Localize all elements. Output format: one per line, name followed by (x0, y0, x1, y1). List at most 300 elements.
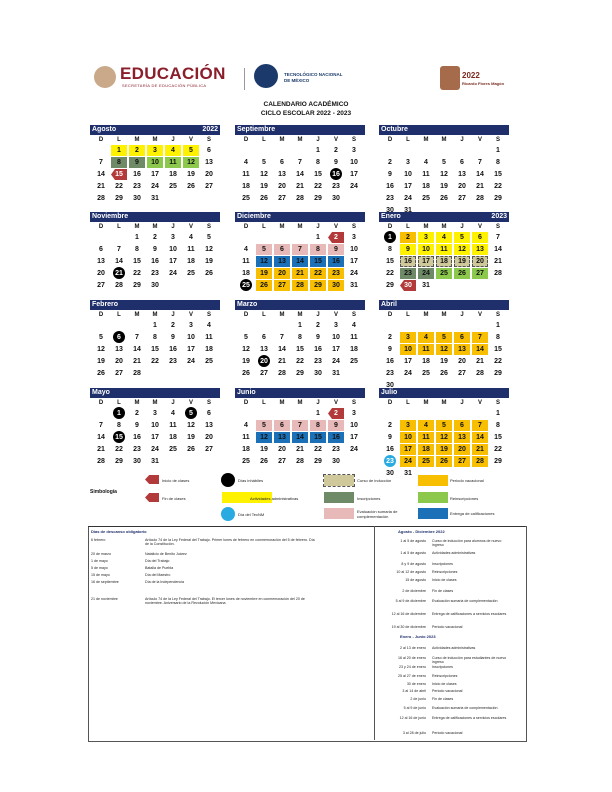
day-cell: 4 (352, 322, 356, 329)
day-cell: 27 (274, 280, 290, 291)
day-cell: 20 (274, 268, 290, 279)
day-cell: 29 (386, 282, 394, 289)
holiday-date: 1 de mayo (91, 559, 108, 563)
weekday-label: S (206, 400, 211, 406)
day-cell: 24 (350, 183, 358, 190)
month-header (90, 212, 220, 222)
tecnm-logo (254, 64, 344, 94)
day-cell: 6 (99, 246, 103, 253)
day-cell: 25 (422, 195, 430, 202)
edu-subtitle: SECRETARÍA DE EDUCACIÓN PÚBLICA (122, 83, 207, 88)
day-cell: 26 (454, 268, 470, 279)
day-cell: 22 (494, 446, 502, 453)
legend-evaluacion: Evaluación sumaria de complementación (357, 509, 398, 519)
weekday-label: M (152, 224, 158, 230)
month-diciembre (235, 212, 365, 289)
day-cell: 15 (111, 432, 127, 443)
day-cell: 3 (153, 410, 157, 417)
day-cell: 9 (388, 346, 392, 353)
weekday-label: M (297, 137, 303, 143)
day-cell: 21 (111, 268, 127, 279)
month-mayo (90, 388, 220, 465)
day-cell: 15 (151, 346, 159, 353)
day-cell: 16 (133, 171, 141, 178)
weekday-label: L (262, 312, 266, 318)
weekday-label: M (441, 312, 447, 318)
day-cell: 12 (183, 157, 199, 168)
day-cell: 12 (260, 171, 268, 178)
day-cell: 14 (292, 432, 308, 443)
legend-induccion: Curso de inducción (357, 478, 392, 483)
day-cell: 10 (404, 171, 412, 178)
day-cell: 4 (424, 159, 428, 166)
day-cell: 4 (244, 246, 248, 253)
weekday-label: J (460, 312, 464, 318)
day-cell: 19 (97, 358, 105, 365)
day-cell: 8 (496, 334, 500, 341)
event-date: 2 de diciembre (402, 589, 426, 593)
day-cell: 18 (187, 258, 195, 265)
weekday-label: M (134, 312, 140, 318)
weekday-label: V (477, 224, 482, 230)
day-cell: 14 (97, 171, 105, 178)
day-cell: 12 (256, 432, 272, 443)
day-cell: 26 (440, 195, 448, 202)
weekday-label: L (406, 312, 410, 318)
weekday-header (235, 135, 365, 145)
day-cell: 7 (99, 422, 103, 429)
day-cell: 8 (111, 157, 127, 168)
day-cell: 1 (153, 322, 157, 329)
day-cell: 11 (242, 171, 250, 178)
day-cell: 20 (115, 358, 123, 365)
day-cell: 15 (310, 256, 326, 267)
day-cell: 6 (460, 159, 464, 166)
event-date: 1 al 5 de agosto (400, 539, 426, 543)
day-cell: 29 (494, 458, 502, 465)
day-cell: 13 (454, 344, 470, 355)
day-cell: 16 (386, 446, 394, 453)
day-cell: 18 (205, 346, 213, 353)
day-cell: 11 (169, 422, 177, 429)
bicent-text: Ricardo Flores Magón (462, 81, 505, 86)
day-cell: 16 (400, 256, 416, 267)
month-header (90, 125, 220, 135)
day-cell: 22 (133, 270, 141, 277)
day-cell: 17 (187, 346, 195, 353)
month-header (235, 300, 365, 310)
day-cell: 6 (207, 410, 211, 417)
day-cell: 1 (496, 322, 500, 329)
day-cell: 9 (135, 422, 139, 429)
day-cell: 23 (314, 358, 322, 365)
day-cell: 5 (183, 145, 199, 156)
holiday-desc: Batalla de Puebla (145, 566, 174, 570)
day-cell: 14 (472, 432, 488, 443)
event-desc: Inscripciones (432, 665, 453, 669)
weekday-label: M (441, 137, 447, 143)
day-cell: 5 (436, 332, 452, 343)
day-cell: 24 (169, 270, 177, 277)
day-cell: 13 (115, 346, 123, 353)
day-cell: 20 (458, 358, 466, 365)
day-cell: 13 (205, 159, 213, 166)
day-cell: 7 (292, 244, 308, 255)
calendar-subtitle: CICLO ESCOLAR 2022 - 2023 (260, 110, 352, 117)
day-cell: 23 (133, 446, 141, 453)
month-name: Marzo (237, 301, 258, 308)
weekday-label: D (98, 400, 104, 406)
holiday-date: 5 de mayo (91, 566, 108, 570)
day-cell: 31 (151, 195, 159, 202)
weekday-label: S (351, 312, 356, 318)
day-cell: 4 (189, 234, 193, 241)
flores-magon-logo (440, 64, 512, 94)
day-cell: 10 (350, 159, 358, 166)
day-cell: 30 (332, 458, 340, 465)
weekday-label: L (262, 137, 266, 143)
month-name: Septiembre (237, 126, 276, 133)
day-cell: 24 (332, 358, 340, 365)
day-cell: 8 (135, 246, 139, 253)
weekday-label: M (134, 400, 140, 406)
day-cell: 17 (418, 256, 434, 267)
day-cell: 11 (165, 157, 181, 168)
legend-fin: Fin de clases (162, 496, 186, 501)
day-cell: 10 (400, 432, 416, 443)
day-cell: 20 (205, 434, 213, 441)
day-cell: 25 (169, 446, 177, 453)
day-cell: 24 (418, 268, 434, 279)
day-cell: 12 (242, 346, 250, 353)
day-cell: 21 (296, 183, 304, 190)
day-cell: 3 (418, 232, 434, 243)
holiday-desc: Día del Maestro (145, 573, 171, 577)
legend-vacacional: Periodo vacacional (450, 478, 484, 483)
day-cell: 25 (242, 458, 250, 465)
legend-admin: Actividades administrativas (250, 496, 299, 501)
day-cell: 2 (129, 145, 145, 156)
day-cell: 31 (332, 370, 340, 377)
legend-entrega: Entrega de calificaciones (450, 511, 495, 516)
event-desc: Fin de clases (432, 697, 454, 701)
day-cell: 3 (400, 332, 416, 343)
day-cell: 4 (418, 332, 434, 343)
weekday-header (235, 222, 365, 232)
day-cell: 14 (278, 346, 286, 353)
weekday-label: D (243, 312, 249, 318)
weekday-label: D (387, 137, 393, 143)
day-cell: 28 (296, 458, 304, 465)
day-cell: 23 (386, 370, 394, 377)
day-cell: 16 (386, 358, 394, 365)
day-cell: 20 (454, 444, 470, 455)
day-cell: 28 (472, 456, 488, 467)
month-name: Mayo (92, 389, 110, 396)
fin-arrow-icon (145, 493, 159, 502)
day-cell: 5 (183, 408, 199, 419)
weekday-label: J (171, 312, 175, 318)
day-cell: 30 (151, 282, 159, 289)
day-cell: 21 (133, 358, 141, 365)
day-cell: 25 (350, 358, 358, 365)
day-cell: 3 (334, 322, 338, 329)
day-cell: 3 (352, 410, 356, 417)
weekday-header (379, 310, 509, 320)
weekday-label: L (262, 224, 266, 230)
day-cell: 14 (476, 171, 484, 178)
month-abril (379, 300, 509, 389)
event-date: 3 al 14 de abril (402, 689, 426, 693)
tecnm-text: TECNOLÓGICO NACIONAL DE MÉXICO (284, 72, 343, 83)
event-desc: Inicio de clases (432, 682, 457, 686)
day-cell: 7 (292, 420, 308, 431)
day-cell: 18 (242, 446, 250, 453)
day-cell: 25 (436, 268, 452, 279)
month-name: Diciembre (237, 213, 271, 220)
day-cell: 5 (256, 420, 272, 431)
event-date: 2 al 13 de enero (400, 646, 426, 650)
day-cell: 26 (260, 195, 268, 202)
event-desc: Periodo vacacional (432, 689, 463, 693)
weekday-label: M (423, 137, 429, 143)
day-cell: 25 (169, 183, 177, 190)
day-cell: 9 (153, 246, 157, 253)
holiday-date: 6 febrero (91, 538, 106, 542)
month-header (90, 300, 220, 310)
holiday-desc: Día de la Independencia (145, 580, 184, 584)
day-cell: 10 (350, 422, 358, 429)
weekday-label: J (316, 400, 320, 406)
day-cell: 20 (278, 446, 286, 453)
day-cell: 4 (436, 232, 452, 243)
day-cell: 5 (207, 234, 211, 241)
day-cell: 28 (494, 270, 502, 277)
weekday-label: V (188, 224, 193, 230)
day-cell: 19 (242, 358, 250, 365)
weekday-label: V (333, 400, 338, 406)
day-cell: 2 (316, 322, 320, 329)
weekday-label: M (423, 400, 429, 406)
day-cell: 2 (400, 232, 416, 243)
month-octubre (379, 125, 509, 214)
day-cell: 26 (242, 370, 250, 377)
day-cell: 10 (332, 334, 340, 341)
day-cell: 29 (314, 458, 322, 465)
reinscripciones-swatch (418, 492, 448, 503)
day-cell: 29 (115, 458, 123, 465)
day-cell: 1 (316, 147, 320, 154)
tecnm-circle-icon (221, 507, 235, 521)
day-cell: 16 (169, 346, 177, 353)
weekday-label: V (477, 400, 482, 406)
day-cell: 11 (418, 344, 434, 355)
day-cell: 12 (97, 346, 105, 353)
event-desc: Periodo vacacional (432, 731, 463, 735)
day-cell: 26 (440, 370, 448, 377)
day-cell: 25 (238, 280, 254, 291)
day-cell: 31 (404, 470, 412, 477)
day-cell: 17 (350, 171, 358, 178)
right-table-title-1: Agosto - Diciembre 2022 (398, 529, 445, 534)
day-cell: 15 (386, 258, 394, 265)
weekday-label: L (117, 137, 121, 143)
day-cell: 23 (328, 268, 344, 279)
weekday-label: L (117, 224, 121, 230)
tecnm-emblem-icon (254, 64, 278, 88)
day-cell: 28 (476, 370, 484, 377)
event-date: 5 al 9 de diciembre (395, 599, 426, 603)
day-cell: 16 (151, 258, 159, 265)
day-cell: 6 (454, 420, 470, 431)
day-cell: 19 (187, 434, 195, 441)
day-cell: 9 (334, 159, 338, 166)
day-cell: 17 (404, 183, 412, 190)
day-cell: 3 (400, 420, 416, 431)
day-cell: 27 (458, 370, 466, 377)
day-cell: 10 (147, 157, 163, 168)
event-date: 15 de agosto (405, 578, 426, 582)
day-cell: 7 (117, 246, 121, 253)
day-cell: 27 (472, 268, 488, 279)
day-cell: 25 (418, 456, 434, 467)
month-header (379, 300, 509, 310)
day-cell: 8 (388, 246, 392, 253)
day-cell: 1 (316, 410, 320, 417)
day-cell: 23 (151, 270, 159, 277)
weekday-header (379, 135, 509, 145)
day-cell: 18 (422, 183, 430, 190)
day-cell: 7 (135, 334, 139, 341)
day-cell: 14 (97, 434, 105, 441)
day-cell: 18 (242, 183, 250, 190)
holiday-desc: Artículo 74 de la Ley Federal del Trabajo. Primer lunes de febrero en conmemoración del 5 de febrero. Día de la Constitución. (145, 538, 315, 547)
day-cell: 29 (314, 195, 322, 202)
event-date: 1 al 5 de agosto (400, 551, 426, 555)
legend-reinscripciones: Reinscripciones (450, 496, 479, 501)
month-header (90, 388, 220, 398)
holiday-date: 15 de mayo (91, 573, 110, 577)
day-cell: 3 (406, 159, 410, 166)
day-cell: 24 (400, 456, 416, 467)
day-cell: 11 (242, 258, 250, 265)
day-cell: 26 (97, 370, 105, 377)
weekday-label: M (279, 137, 285, 143)
day-cell: 7 (478, 159, 482, 166)
day-cell: 10 (418, 244, 434, 255)
day-cell: 13 (260, 346, 268, 353)
event-desc: Inscripciones (432, 562, 453, 566)
day-cell: 3 (147, 145, 163, 156)
day-cell: 2 (388, 334, 392, 341)
day-cell: 22 (310, 268, 326, 279)
day-cell: 31 (151, 458, 159, 465)
day-cell: 12 (440, 171, 448, 178)
day-cell: 1 (111, 145, 127, 156)
day-cell: 4 (165, 145, 181, 156)
day-cell: 26 (205, 270, 213, 277)
day-cell: 27 (278, 458, 286, 465)
weekday-label: M (152, 312, 158, 318)
legend-inicio: Inicio de clases (162, 478, 190, 483)
day-cell: 3 (171, 234, 175, 241)
event-date: 8 y 9 de agosto (401, 562, 426, 566)
event-date: 5 al 9 de junio (403, 706, 426, 710)
weekday-label: J (460, 224, 464, 230)
month-name: Octubre (381, 126, 408, 133)
day-cell: 23 (133, 183, 141, 190)
day-cell: 19 (260, 183, 268, 190)
day-cell: 30 (400, 280, 416, 291)
day-cell: 18 (436, 256, 452, 267)
day-cell: 30 (133, 458, 141, 465)
day-cell: 14 (115, 258, 123, 265)
day-cell: 2 (153, 234, 157, 241)
day-cell: 13 (278, 171, 286, 178)
event-desc: Reinscripciones (432, 674, 458, 678)
day-cell: 28 (133, 370, 141, 377)
day-cell: 4 (244, 159, 248, 166)
day-cell: 27 (458, 195, 466, 202)
event-desc: Periodo vacacional (432, 625, 463, 629)
day-cell: 16 (328, 432, 344, 443)
event-desc: Evaluación sumaria de complementación (432, 706, 498, 710)
weekday-header (235, 398, 365, 408)
day-cell: 9 (316, 334, 320, 341)
day-cell: 12 (454, 244, 470, 255)
weekday-label: V (188, 137, 193, 143)
weekday-label: M (134, 224, 140, 230)
right-table-title-2: Enero - Junio 2023 (400, 634, 436, 639)
day-cell: 18 (422, 358, 430, 365)
day-cell: 24 (151, 183, 159, 190)
day-cell: 13 (454, 432, 470, 443)
day-cell: 22 (115, 183, 123, 190)
day-cell: 18 (418, 444, 434, 455)
day-cell: 21 (292, 268, 308, 279)
day-cell: 15 (494, 346, 502, 353)
month-septiembre (235, 125, 365, 202)
day-cell: 29 (494, 370, 502, 377)
day-cell: 13 (472, 244, 488, 255)
day-cell: 2 (334, 147, 338, 154)
weekday-label: M (297, 400, 303, 406)
month-noviembre (90, 212, 220, 289)
day-cell: 17 (350, 434, 358, 441)
weekday-header (235, 310, 365, 320)
day-cell: 12 (187, 422, 195, 429)
weekday-label: V (188, 400, 193, 406)
day-cell: 10 (350, 246, 358, 253)
month-header (235, 212, 365, 222)
month-name: Enero (381, 213, 401, 220)
event-desc: Curso de inducción para alumnos de nuevo ingreso (432, 539, 502, 548)
weekday-label: J (460, 400, 464, 406)
day-cell: 17 (332, 346, 340, 353)
weekday-label: D (243, 137, 249, 143)
month-name: Noviembre (92, 213, 129, 220)
day-cell: 28 (115, 282, 123, 289)
month-name: Febrero (92, 301, 119, 308)
day-cell: 3 (352, 234, 356, 241)
day-cell: 6 (274, 244, 290, 255)
day-cell: 13 (274, 432, 290, 443)
day-cell: 15 (310, 432, 326, 443)
day-cell: 28 (97, 458, 105, 465)
day-cell: 6 (207, 147, 211, 154)
day-cell: 28 (292, 280, 308, 291)
inscripciones-swatch (324, 492, 354, 503)
